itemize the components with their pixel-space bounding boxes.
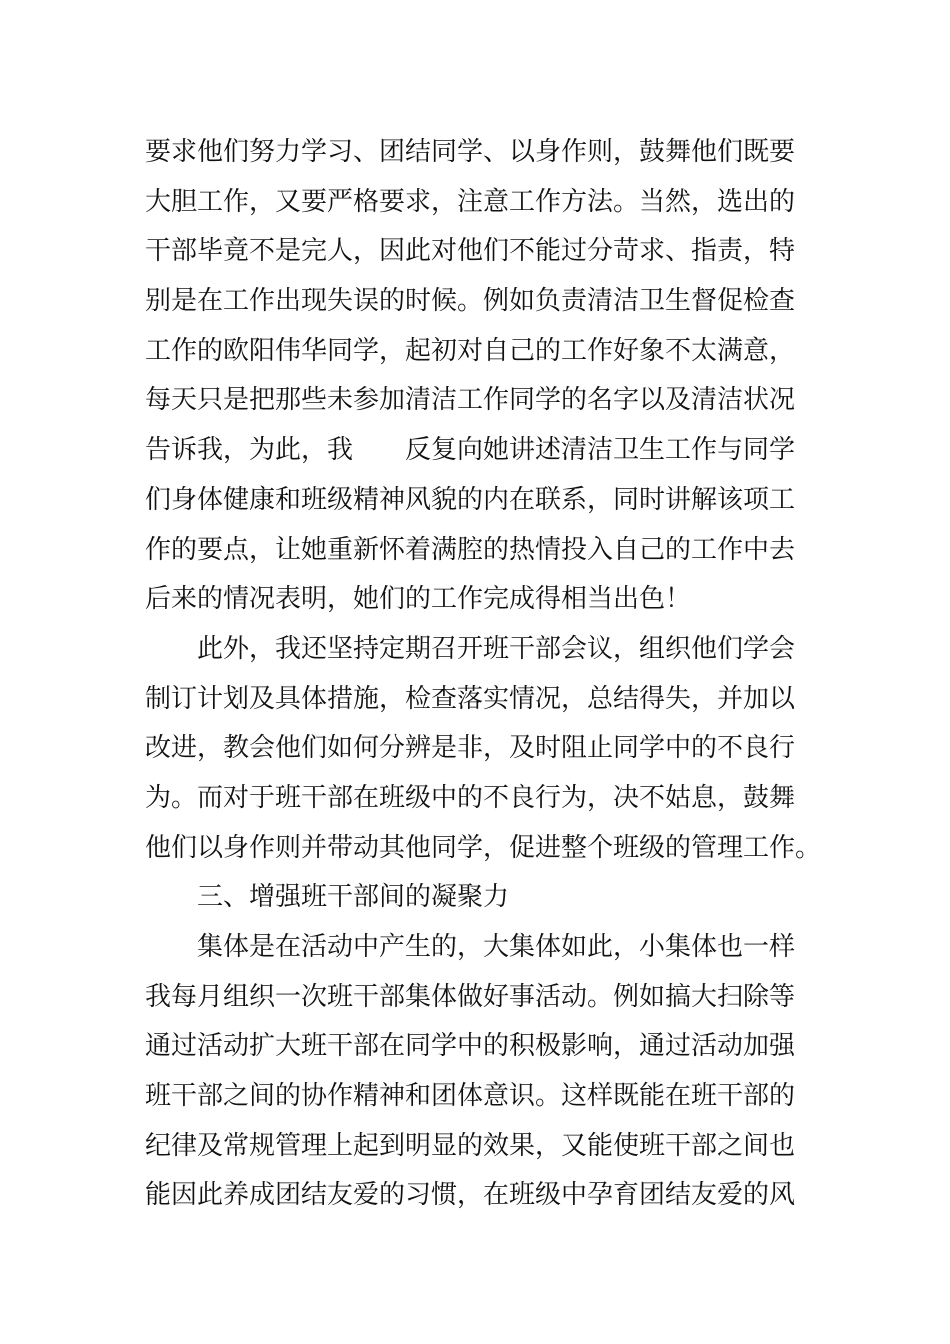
text-line: 工作的欧阳伟华同学，起初对自己的工作好象不太满意， [145,335,796,366]
text-line: 班干部之间的协作精神和团体意识。这样既能在班干部的 [145,1081,796,1112]
section-heading: 三、增强班干部间的凝聚力 [197,882,510,913]
text-line: 他们以身作则并带动其他同学，促进整个班级的管理工作。 [145,832,822,863]
text-line: 制订计划及具体措施，检查落实情况，总结得失，并加以 [145,683,796,714]
text-line: 后来的情况表明，她们的工作完成得相当出色！ [145,584,692,615]
text-line: 们身体健康和班级精神风貌的内在联系，同时讲解该项工 [145,484,796,515]
paragraph-first-line: 集体是在活动中产生的，大集体如此，小集体也一样 [197,932,796,962]
text-line: 为。而对于班干部在班级中的不良行为，决不姑息，鼓舞 [145,782,796,813]
text-line: 能因此养成团结友爱的习惯，在班级中孕育团结友爱的风 [145,1180,796,1211]
text-line: 作的要点，让她重新怀着满腔的热情投入自己的工作中去 [145,534,796,565]
text-line: 别是在工作出现失误的时候。例如负责清洁卫生督促检查 [145,286,796,317]
text-line: 改进，教会他们如何分辨是非，及时阻止同学中的不良行 [145,733,796,764]
text-line: 每天只是把那些未参加清洁工作同学的名字以及清洁状况 [145,385,796,416]
text-line: 我每月组织一次班干部集体做好事活动。例如搞大扫除等 [145,981,796,1012]
text-line: 干部毕竟不是完人，因此对他们不能过分苛求、指责，特 [145,236,796,267]
paragraph-first-line: 此外，我还坚持定期召开班干部会议，组织他们学会 [197,633,796,664]
text-line: 通过活动扩大班干部在同学中的积极影响，通过活动加强 [145,1031,796,1062]
text-line: 要求他们努力学习、团结同学、以身作则，鼓舞他们既要 [145,137,796,167]
text-line: 大胆工作，又要严格要求，注意工作方法。当然，选出的 [145,186,796,217]
text-line: 告诉我，为此，我 反复向她讲述清洁卫生工作与同学 [145,435,796,466]
text-line: 纪律及常规管理上起到明显的效果，又能使班干部之间也 [145,1130,796,1161]
body-text [145,128,822,1221]
